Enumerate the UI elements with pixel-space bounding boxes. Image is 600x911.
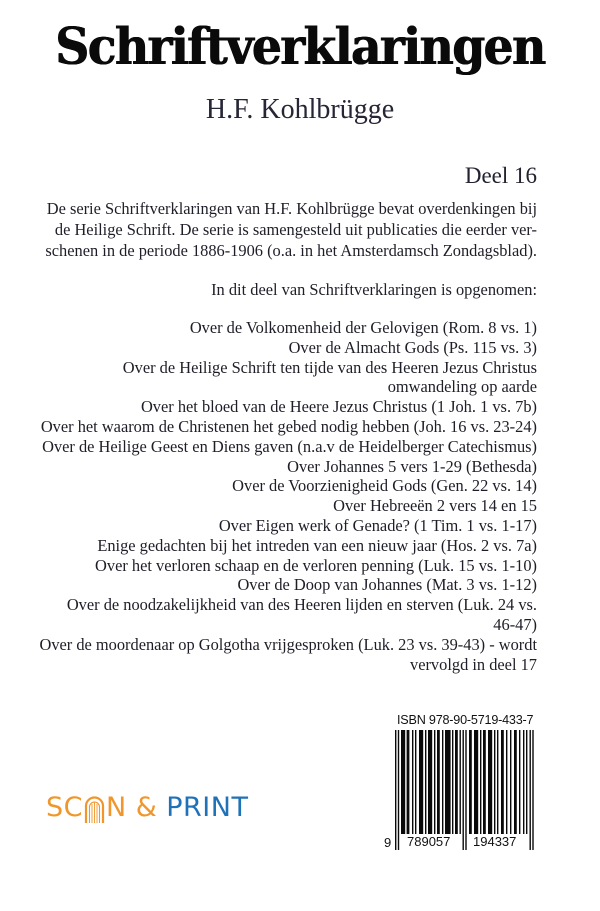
contents-item: Over Johannes 5 vers 1-29 (Bethesda) (287, 456, 537, 476)
logo-ampersand: & (135, 792, 158, 823)
contents-item: Over de Almacht Gods (Ps. 115 vs. 3) (288, 337, 537, 357)
publisher-logo (46, 790, 248, 826)
isbn-barcode-block (384, 713, 544, 863)
contents-item: Over de Doop van Johannes (Mat. 3 vs. 1-12) (237, 575, 537, 595)
series-description (17, 198, 537, 261)
contents-heading: In dit deel van Schriftverklaringen is opgenomen: (211, 280, 537, 299)
contents-item: Enige gedachten bij het intreden van een nieuw jaar (Hos. 2 vs. 7a) (97, 535, 537, 555)
barcode-digits-right: 194337 (473, 834, 517, 849)
contents-item: Over de Volkomenheid der Gelovigen (Rom. 8 vs. 1) (189, 318, 537, 337)
contents-item: Over Hebreeën 2 vers 14 en 15 (333, 496, 537, 516)
contents-item: Over de Voorzienigheid Gods (Gen. 22 vs. 14) (232, 476, 537, 496)
description-line: de Heilige Schrift. De serie is samengesteld uit publicaties die eerder ver- (54, 220, 537, 239)
description-line: schenen in de periode 1886-1906 (o.a. in het Amsterdamsch Zondagsblad). (45, 241, 537, 260)
volume-number: Deel 16 (464, 163, 537, 188)
contents-item: Over de Heilige Geest en Diens gaven (n.a.v de Heidelberger Catechismus) (42, 436, 537, 456)
contents-list (0, 318, 537, 674)
isbn-label: ISBN 978-90-5719-433-7 (397, 713, 534, 727)
barcode-icon (395, 730, 541, 850)
barcode-digits-left: 789057 (407, 834, 451, 849)
logo-text-sc: SC (46, 792, 83, 823)
logo-text-print: PRINT (166, 792, 249, 823)
contents-item: Over de noodzakelijkheid van des Heeren lijden en sterven (Luk. 24 vs. (66, 595, 537, 615)
contents-item: Over het bloed van de Heere Jezus Christus (1 Joh. 1 vs. 7b) (140, 397, 537, 417)
contents-item: Over Eigen werk of Genade? (1 Tim. 1 vs. 1-17) (218, 515, 537, 535)
description-line: De serie Schriftverklaringen van H.F. Kohlbrügge bevat overdenkingen bij (46, 199, 537, 218)
contents-item-continuation: vervolgd in deel 17 (410, 654, 537, 674)
contents-item-continuation: omwandeling op aarde (387, 377, 537, 397)
contents-item: Over het verloren schaap en de verloren penning (Luk. 15 vs. 1-10) (95, 555, 537, 575)
book-arch-icon (84, 796, 105, 823)
series-title: Schriftverklaringen (55, 17, 545, 78)
logo-text-n: N (106, 792, 127, 823)
contents-item: Over het waarom de Christenen het gebed nodig hebben (Joh. 16 vs. 23-24) (40, 416, 537, 436)
author-name: H.F. Kohlbrügge (205, 94, 395, 125)
contents-item: Over de Heilige Schrift ten tijde van des Heeren Jezus Christus (122, 357, 537, 377)
contents-item: Over de moordenaar op Golgotha vrijgesproken (Luk. 23 vs. 39-43) - wordt (39, 634, 537, 654)
contents-item-continuation: 46-47) (493, 614, 537, 634)
barcode-digit-lead: 9 (384, 835, 392, 850)
